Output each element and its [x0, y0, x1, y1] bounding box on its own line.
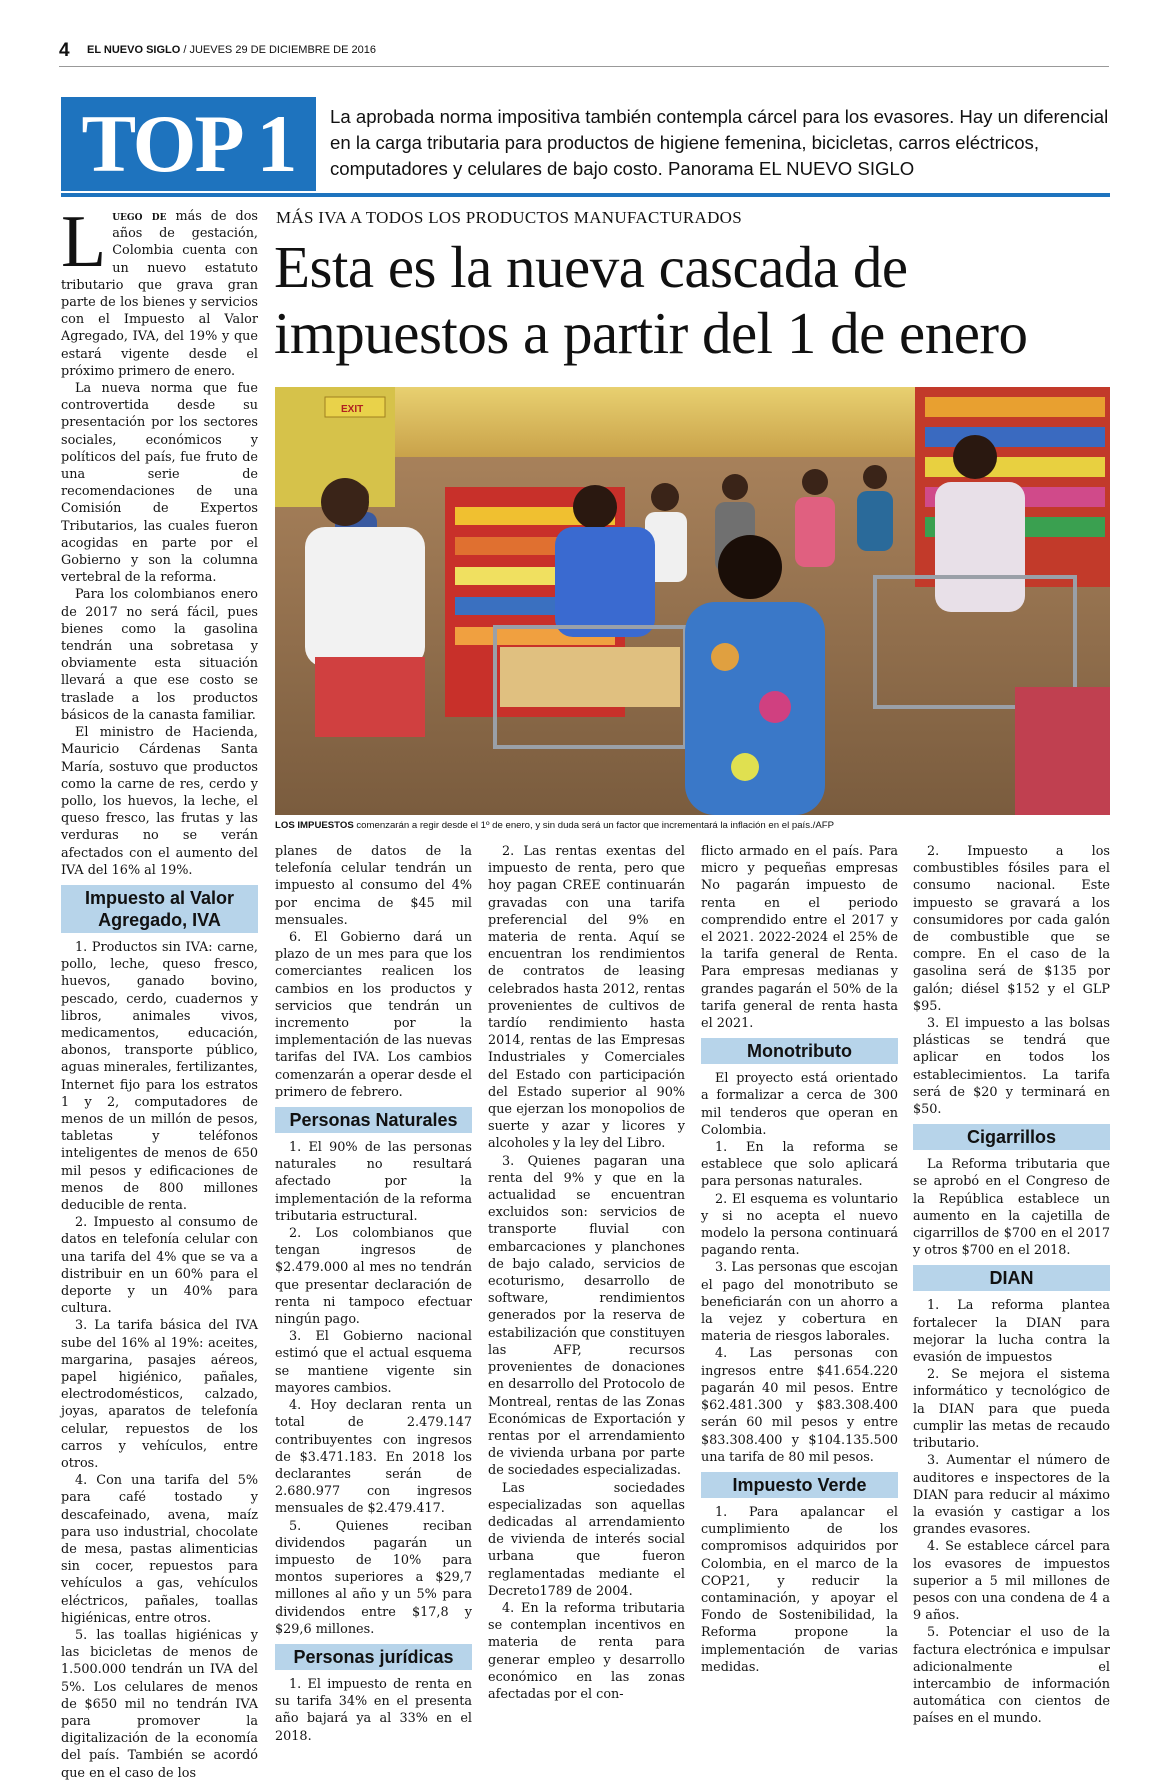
- paragraph: 1. El impuesto de renta en su tarifa 34% en el presenta año bajará ya al 33% en el 2018.: [275, 1676, 472, 1744]
- column-3: [488, 843, 685, 1703]
- paragraph: 4. Hoy declaran renta un total de 2.479.147 contribuyentes con ingresos de $3.471.183. En 2018 los declarantes serán de 2.680.977 con ingresos mensuales de $2.479.417.: [275, 1398, 472, 1517]
- subheading-personas-juridicas: Personas jurídicas: [275, 1644, 472, 1670]
- paragraph: 3. Aumentar el número de auditores e inspectores de la DIAN para reducir al máximo la evasión y castigar a los grandes evasores.: [913, 1453, 1110, 1538]
- page-number: 4: [59, 40, 70, 61]
- paragraph: 2. Las rentas exentas del impuesto de renta, pero que hoy pagan CREE continuarán gravadas con una tarifa preferencial del 9% en materia de renta. Aquí se encuentran los rendimientos de contratos de leasing celebrados hasta 2012, rentas provenientes de cultivos de tardío rendimiento hasta 2014, rentas de las Empresas Industriales y Comerciales del Estado con participación del Estado superior al 90% que ejerzan los monopolios de suerte y azar y licores y alcoholes y la ley del Libro.: [488, 844, 685, 1152]
- paragraph: 3. El impuesto a las bolsas plásticas se tendrá que aplicar en todos los establecimientos. La tarifa será de $20 y terminará en $50.: [913, 1016, 1110, 1118]
- headline: Esta es la nueva cascada de impuestos a partir del 1 de enero: [274, 234, 1028, 366]
- paragraph: 3. Quienes pagaran una renta del 9% y que en la actualidad se encuentran excluidos son: servicios de transporte fluvial con embarcaciones y planchones de bajo calado, servicios de ecoturismo, desarrollo de software, rendimientos generados por la reserva de estabilización que constituyen las AFP, recursos provenientes de donaciones en desarrollo del Protocolo de Montreal, rentas de las Zonas Económicas de Exportación y rentas por el arrendamiento de vivienda urbana por parte de sociedades especializadas.: [488, 1153, 685, 1479]
- paragraph: 6. El Gobierno dará un plazo de un mes para que los comerciantes realicen los cambios en los productos y servicios que tendrán un incremento por la implementación de las nuevas tarifas del IVA. Los cambios comenzarán a operar desde el primero de febrero.: [275, 930, 472, 1100]
- paragraph: 2. El esquema es voluntario y si no acepta el nuevo modelo la persona continuará pagando renta.: [701, 1191, 898, 1259]
- column-5: [913, 843, 1110, 1728]
- column-4: [701, 843, 898, 1676]
- paragraph: 3. Las personas que escojan el pago del monotributo se beneficiarán con un ahorro a la vejez y cobertura en materia de riesgos laborales.: [701, 1260, 898, 1345]
- lead-words: uego de: [112, 209, 167, 224]
- subheading-dian: DIAN: [913, 1265, 1110, 1291]
- paragraph: 2. Los colombianos que tengan ingresos de $2.479.000 al mes no tendrán que presentar declaración de renta ni tampoco efectuar ningún pago.: [275, 1226, 472, 1328]
- paragraph: 1. En la reforma se establece que solo aplicará para personas naturales.: [701, 1140, 898, 1190]
- column-1: [61, 201, 259, 1782]
- publication-name: EL NUEVO SIGLO: [87, 44, 181, 56]
- paragraph: 1. El 90% de las personas naturales no resultará afectado por la implementación de la reforma tributaria estructural.: [275, 1140, 472, 1224]
- paragraph: 3. La tarifa básica del IVA sube del 16% al 19%: aceites, margarina, pasajes aéreos, papel higiénico, pañales, electrodomésticos, calzado, joyas, aparatos de telefonía celular, repuestos de los carros y vehículos, entre otros.: [61, 1318, 258, 1472]
- intro-text: La aprobada norma impositiva también contempla cárcel para los evasores. Hay un diferencial en la carga tributaria para productos de higiene femenina, bicicletas, carros eléctricos, computadores y celulares de bajo costo. Panorama EL NUEVO SIGLO: [330, 106, 1109, 179]
- paragraph: 4. En la reforma tributaria se contemplan incentivos en materia de renta para generar empleo y desarrollo económico en las zonas afectadas por el con-: [488, 1600, 685, 1702]
- column-2: [275, 843, 472, 1745]
- drop-cap: L: [61, 201, 107, 283]
- paragraph: 1. Productos sin IVA: carne, pollo, leche, queso fresco, huevos, ganado bovino, pescado, cerdo, cuadernos y libros, animales vivos, medicamentos, educación, abonos, transporte público, aguas minerales, fertilizantes, Internet fijo para los estratos 1 y 2, computadores de menos de un millón de pesos, tabletas y teléfonos inteligentes de menos de 650 mil pesos y edificaciones de menos de 800 millones deducible de renta.: [61, 939, 258, 1213]
- paragraph: 5. Potenciar el uso de la factura electrónica e impulsar adicionalmente el intercambio de información automática con cientos de países en el mundo.: [913, 1625, 1110, 1727]
- paragraph: La nueva norma que fue controvertida desde su presentación por los sectores sociales, económicos y políticos del país, fue fruto de una serie de recomendaciones de una Comisión de Expertos Tributarios, las cuales fueron acogidas en parte por el Gobierno y son la columna vertebral de la reforma.: [61, 381, 258, 586]
- paragraph: Para los colombianos enero de 2017 no será fácil, pues bienes como la gasolina tendrán una sobretasa y obviamente esta situación llevará a que ese costo se traslade a los productos básicos de la canasta familiar.: [61, 587, 258, 723]
- paragraph: 4. Con una tarifa del 5% para café tostado y descafeinado, avena, maíz para uso industrial, chocolate de mesa, pastas alimenticias sin cocer, repuestos para vehículos a gas, vehículos eléctricos, pañales, toallas higiénicas, entre otros.: [61, 1473, 258, 1626]
- paragraph: flicto armado en el país. Para micro y pequeñas empresas No pagarán impuesto de renta en el periodo comprendido entre el 2017 y el 2021. 2022-2024 el 25% de la tarifa general de Renta. Para empresas medianas y grandes pagarán el 50% de la tarifa general de renta hasta el 2021.: [701, 844, 898, 1032]
- paragraph: El ministro de Hacienda, Mauricio Cárdenas Santa María, sostuvo que productos como la carne de res, cerdo y pollo, los huevos, la leche, el queso fresco, las frutas y las verduras no se verán afectados con el aumento del IVA del 16% al 19%.: [61, 725, 258, 878]
- photo-illustration: [275, 387, 1110, 815]
- paragraph: planes de datos de la telefonía celular tendrán un impuesto al consumo del 4% por encima de $45 mil mensuales.: [275, 844, 472, 928]
- caption-text: comenzarán a regir desde el 1º de enero, y sin duda será un factor que incrementará la inflación en el país.: [353, 820, 813, 831]
- caption-credit: /AFP: [812, 820, 834, 831]
- subheading-impuesto-verde: Impuesto Verde: [701, 1472, 898, 1498]
- publication-info: [87, 44, 376, 56]
- paragraph: 2. Se mejora el sistema informático y tecnológico de la DIAN para que pueda cumplir las metas de recaudo tributario.: [913, 1367, 1110, 1452]
- paragraph: 3. El Gobierno nacional estimó que el actual esquema se mantiene vigente sin mayores cambios.: [275, 1329, 472, 1396]
- photo-caption: [275, 820, 1110, 831]
- paragraph: 4. Se establece cárcel para los evasores de impuestos superior a 5 mil millones de pesos con una condena de 4 a 9 años.: [913, 1539, 1110, 1624]
- paragraph: 2. Impuesto al consumo de datos en telefonía celular con una tarifa del 4% que se va a distribuir en un 60% para el deporte y un 40% para cultura.: [61, 1215, 258, 1317]
- paragraph: 1. Para apalancar el cumplimiento de los compromisos adquiridos por Colombia, en el marco de la COP21, y reducir la contaminación, y apoyar el Fondo de Sostenibilidad, la Reforma propone la implementación de varias medidas.: [701, 1504, 898, 1675]
- paragraph: El proyecto está orientado a formalizar a cerca de 300 mil tenderos que operan en Colombia.: [701, 1071, 898, 1138]
- blue-divider: [61, 193, 1110, 197]
- page-header: [59, 40, 1109, 67]
- subheading-monotributo: Monotributo: [701, 1038, 898, 1064]
- subheading-cigarrillos: Cigarrillos: [913, 1124, 1110, 1150]
- publication-date: / JUEVES 29 DE DICIEMBRE DE 2016: [180, 44, 376, 56]
- lead-paragraph: Luego de más de dos años de gestación, Colombia cuenta con un nuevo estatuto tributario que grava gran parte de los bienes y servicios con el Impuesto al Valor Agregado, IVA, del 19% y que estará vigente desde el próximo primero de enero.: [61, 201, 259, 379]
- kicker: MÁS IVA A TODOS LOS PRODUCTOS MANUFACTURADOS: [276, 208, 743, 227]
- paragraph: 5. las toallas higiénicas y las bicicletas de menos de 1.500.000 tendrán un IVA del 5%. Los celulares de menos de $650 mil no tendrán IVA para promover la digitalización de la economía del país. También se acordó que en el caso de los: [61, 1628, 258, 1781]
- caption-lead: LOS IMPUESTOS: [275, 820, 354, 831]
- paragraph: 1. La reforma plantea fortalecer la DIAN para mejorar la lucha contra la evasión de impuestos: [913, 1298, 1110, 1366]
- paragraph: La Reforma tributaria que se aprobó en el Congreso de la República establece un aumento en la cajetilla de cigarrillos de $700 en el 2017 y otros $700 en el 2018.: [913, 1157, 1110, 1259]
- paragraph: 2. Impuesto a los combustibles fósiles para el consumo nacional. Este impuesto se gravará a los consumidores por cada galón de combustible que se compre. En el caso de la gasolina será de $135 por galón; diésel $152 y el GLP $95.: [913, 844, 1110, 1014]
- supermarket-photo: [275, 387, 1110, 815]
- paragraph: 5. Quienes reciban dividendos pagarán un impuesto de 10% para montos superiores a $29,7 millones al año y un 5% para dividendos entre $17,8 y $29,6 millones.: [275, 1518, 472, 1637]
- exit-sign: EXIT: [341, 404, 364, 415]
- paragraph: 4. Las personas con ingresos entre $41.654.220 pagarán 40 mil pesos. Entre $62.481.300 y $83.308.400 serán 60 mil pesos y entre $83.308.400 y $104.135.500 una tarifa de 80 mil pesos.: [701, 1346, 898, 1465]
- top-badge: TOP 1: [61, 97, 316, 191]
- subheading-personas-naturales: Personas Naturales: [275, 1107, 472, 1133]
- subheading-iva: Impuesto al Valor Agregado, IVA: [61, 885, 258, 933]
- paragraph: Las sociedades especializadas son aquellas dedicadas al arrendamiento de vivienda de interés social urbana que fueron reglamentadas mediante el Decreto1789 de 2004.: [488, 1480, 685, 1599]
